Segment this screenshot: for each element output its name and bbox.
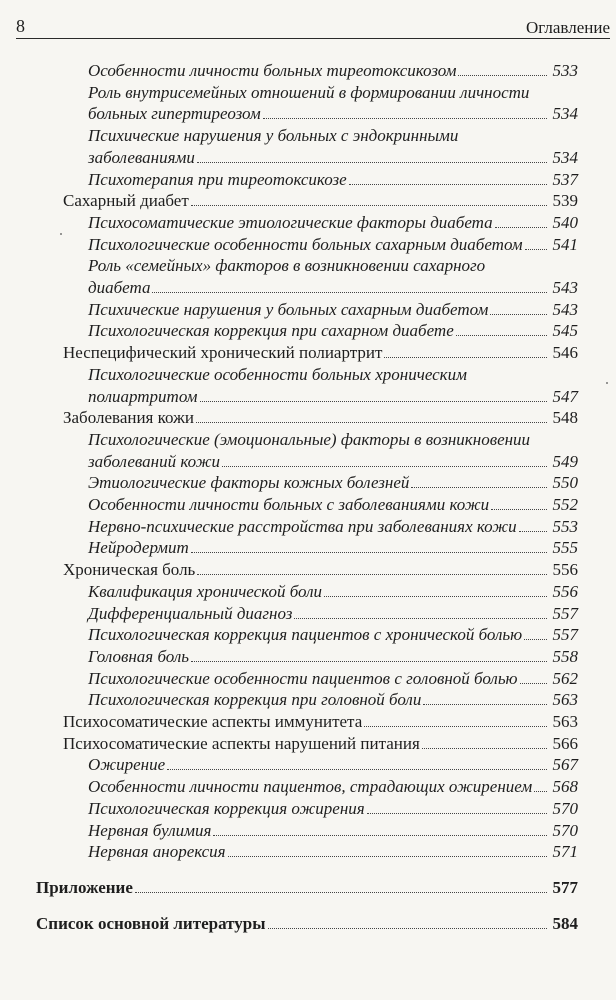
toc-entry[interactable] xyxy=(63,733,578,754)
dot-leader xyxy=(520,683,547,684)
toc-page-number: 541 xyxy=(552,234,578,254)
running-title: Оглавление xyxy=(526,18,610,37)
toc-entry[interactable] xyxy=(88,537,578,558)
toc-entry[interactable] xyxy=(88,103,578,124)
toc-entry[interactable] xyxy=(36,877,578,898)
toc-entry-title: Сахарный диабет xyxy=(63,191,189,211)
dot-leader xyxy=(490,314,547,315)
toc-page-number: 563 xyxy=(552,690,578,710)
toc-entry-title: Неспецифический хронический полиартрит xyxy=(63,343,383,363)
toc-entry-title: Этиологические факторы кожных болезней xyxy=(88,473,410,493)
dot-leader xyxy=(349,184,547,185)
dot-leader xyxy=(367,813,547,814)
toc-entry-title: Психические нарушения у больных сахарным диабетом xyxy=(88,299,489,319)
toc-entry-title: Особенности личности пациентов, страдающих ожирением xyxy=(88,777,533,797)
dot-leader xyxy=(411,487,547,488)
toc-page-number: 543 xyxy=(552,299,578,319)
toc-page-number: 547 xyxy=(552,386,578,406)
dot-leader xyxy=(495,227,547,228)
toc-entry[interactable] xyxy=(88,581,578,602)
toc-entry[interactable] xyxy=(63,559,578,580)
toc-entry[interactable] xyxy=(88,646,578,667)
toc-entry-title: Особенности личности больных тиреотоксикозом xyxy=(88,61,457,80)
dot-leader xyxy=(324,596,547,597)
toc-entry[interactable] xyxy=(88,603,578,624)
dot-leader xyxy=(491,509,547,510)
toc-entry-line: Психические нарушения у больных с эндокринными xyxy=(88,126,459,146)
toc-entry-title: Особенности личности больных с заболеваниями кожи xyxy=(88,495,490,514)
toc-entry-title: Хроническая боль xyxy=(63,560,196,580)
toc-page-number: 562 xyxy=(552,668,578,688)
dot-leader xyxy=(200,401,547,402)
dot-leader xyxy=(524,639,547,640)
toc-page-number: 568 xyxy=(552,777,578,797)
dot-leader xyxy=(384,357,547,358)
toc-entry[interactable] xyxy=(88,277,578,298)
toc-entry-title: Психотерапия при тиреотоксикозе xyxy=(88,169,347,189)
toc-entry[interactable] xyxy=(88,798,578,819)
toc-page-number: 558 xyxy=(552,646,578,666)
toc-entry-title: Психологическая коррекция при головной боли xyxy=(88,690,422,710)
toc-entry[interactable] xyxy=(63,711,578,732)
print-speck xyxy=(60,233,62,235)
toc-entry[interactable] xyxy=(88,320,578,341)
toc-page-number: 534 xyxy=(552,104,578,124)
toc-page-number: 584 xyxy=(552,913,578,933)
toc-entry[interactable] xyxy=(63,407,578,428)
toc-entry[interactable] xyxy=(88,60,578,81)
toc-page-number: 534 xyxy=(552,147,578,167)
toc-entry[interactable] xyxy=(88,689,578,710)
toc-entry-title: Нервная булимия xyxy=(88,820,212,840)
dot-leader xyxy=(525,249,547,250)
toc-entry[interactable] xyxy=(88,169,578,190)
toc-page-number: 555 xyxy=(552,538,578,558)
toc-entry[interactable] xyxy=(88,147,578,168)
running-header xyxy=(16,10,610,39)
dot-leader xyxy=(422,748,547,749)
toc-page-number: 557 xyxy=(552,603,578,623)
toc-page-number: 537 xyxy=(552,169,578,189)
toc-page-number: 540 xyxy=(552,212,578,232)
dot-leader xyxy=(364,726,547,727)
dot-leader xyxy=(458,75,547,76)
toc-entry-title: заболеваний кожи xyxy=(88,451,221,471)
toc-entry-title: Квалификация хронической боли xyxy=(88,581,323,601)
toc-page-number: 567 xyxy=(552,755,578,775)
dot-leader xyxy=(263,118,547,119)
toc-entry-line: Роль «семейных» факторов в возникновении сахарного xyxy=(88,256,486,276)
toc-page-number: 552 xyxy=(552,495,578,514)
toc-entry-title: Нейродермит xyxy=(88,538,189,558)
toc-entry[interactable] xyxy=(88,234,578,255)
toc-entry-title: Психосоматические аспекты нарушений питания xyxy=(63,733,420,753)
dot-leader xyxy=(228,856,547,857)
toc-page-number: 545 xyxy=(552,321,578,341)
toc-entry[interactable] xyxy=(88,754,578,775)
toc-entry[interactable] xyxy=(88,516,578,537)
dot-leader xyxy=(135,892,547,893)
toc-entry-title: полиартритом xyxy=(88,386,198,406)
dot-leader xyxy=(294,618,547,619)
toc-entry-title: Головная боль xyxy=(88,646,190,666)
toc-entry[interactable] xyxy=(88,841,578,862)
toc-entry[interactable] xyxy=(88,776,578,797)
toc-entry-title: больных гипертиреозом xyxy=(88,104,261,124)
toc-entry-title: Психологические особенности больных сахарным диабетом xyxy=(88,234,523,254)
toc-entry[interactable] xyxy=(36,913,578,934)
toc-page-number: 556 xyxy=(552,560,578,580)
toc-entry-title: Психологические особенности пациентов с головной болью xyxy=(88,668,518,688)
dot-leader xyxy=(519,531,547,532)
toc-page-number: 539 xyxy=(552,191,578,211)
toc-page-number: 566 xyxy=(552,733,578,753)
toc-entry[interactable] xyxy=(88,624,578,645)
page-number: 8 xyxy=(16,16,25,36)
toc-entry[interactable] xyxy=(88,451,578,472)
toc-page-number: 570 xyxy=(552,820,578,840)
toc-page-number: 553 xyxy=(552,516,578,536)
dot-leader xyxy=(191,661,547,662)
toc-entry[interactable] xyxy=(88,299,578,320)
toc-entry-title: Психосоматические аспекты иммунитета xyxy=(63,712,363,731)
toc-entry-title: диабета xyxy=(88,278,151,297)
toc-entry-title: Нервно-психические расстройства при заболеваниях кожи xyxy=(88,516,517,536)
toc-entry-line: Роль внутрисемейных отношений в формировании личности xyxy=(88,82,530,102)
toc-entry-title: Психологическая коррекция ожирения xyxy=(88,798,365,818)
toc-entry[interactable] xyxy=(88,668,578,689)
dot-leader xyxy=(191,552,547,553)
toc-page-number: 550 xyxy=(552,473,578,493)
toc-entry-title: заболеваниями xyxy=(88,147,195,167)
dot-leader xyxy=(191,205,547,206)
dot-leader xyxy=(534,791,547,792)
toc-entry[interactable] xyxy=(63,190,578,211)
toc-page-number: 570 xyxy=(552,798,578,818)
toc-entry[interactable] xyxy=(88,472,578,493)
toc-page-number: 533 xyxy=(552,61,578,80)
toc-page-number: 549 xyxy=(552,451,578,471)
toc-entry[interactable] xyxy=(88,386,578,407)
toc-page-number: 548 xyxy=(552,408,578,428)
print-speck xyxy=(606,382,608,384)
toc-entry-title: Психологическая коррекция при сахарном диабете xyxy=(88,321,454,341)
dot-leader xyxy=(268,928,548,929)
toc-entry-title: Заболевания кожи xyxy=(63,408,194,428)
dot-leader xyxy=(197,162,547,163)
dot-leader xyxy=(423,704,547,705)
toc-entry[interactable] xyxy=(88,494,578,515)
toc-entry[interactable] xyxy=(88,212,578,233)
dot-leader xyxy=(213,835,547,836)
toc-page-number: 577 xyxy=(552,877,578,897)
toc-entry-title: Ожирение xyxy=(88,755,166,775)
dot-leader xyxy=(222,466,547,467)
toc-entry[interactable] xyxy=(63,342,578,363)
toc-entry-title: Психологическая коррекция пациентов с хронической болью xyxy=(88,625,523,645)
toc-entry-title: Приложение xyxy=(36,877,133,897)
toc-page-number: 556 xyxy=(552,581,578,601)
toc-entry-title: Психосоматические этиологические факторы диабета xyxy=(88,212,493,232)
toc-page-number: 563 xyxy=(552,712,578,731)
toc-entry-title: Нервная анорексия xyxy=(88,842,226,862)
toc-page-number: 571 xyxy=(552,842,578,862)
dot-leader xyxy=(456,335,547,336)
toc-entry-title: Список основной литературы xyxy=(36,913,266,933)
dot-leader xyxy=(152,292,547,293)
toc-page-number: 543 xyxy=(552,278,578,297)
toc-page-number: 546 xyxy=(552,343,578,363)
dot-leader xyxy=(197,574,547,575)
toc-entry-line: Психологические (эмоциональные) факторы в возникновении xyxy=(88,429,531,449)
toc-page-number: 557 xyxy=(552,625,578,645)
toc-entry[interactable] xyxy=(88,820,578,841)
toc-entry-title: Дифференциальный диагноз xyxy=(88,603,293,623)
toc-entry-line: Психологические особенности больных хроническим xyxy=(88,364,467,384)
dot-leader xyxy=(167,769,547,770)
dot-leader xyxy=(196,422,547,423)
